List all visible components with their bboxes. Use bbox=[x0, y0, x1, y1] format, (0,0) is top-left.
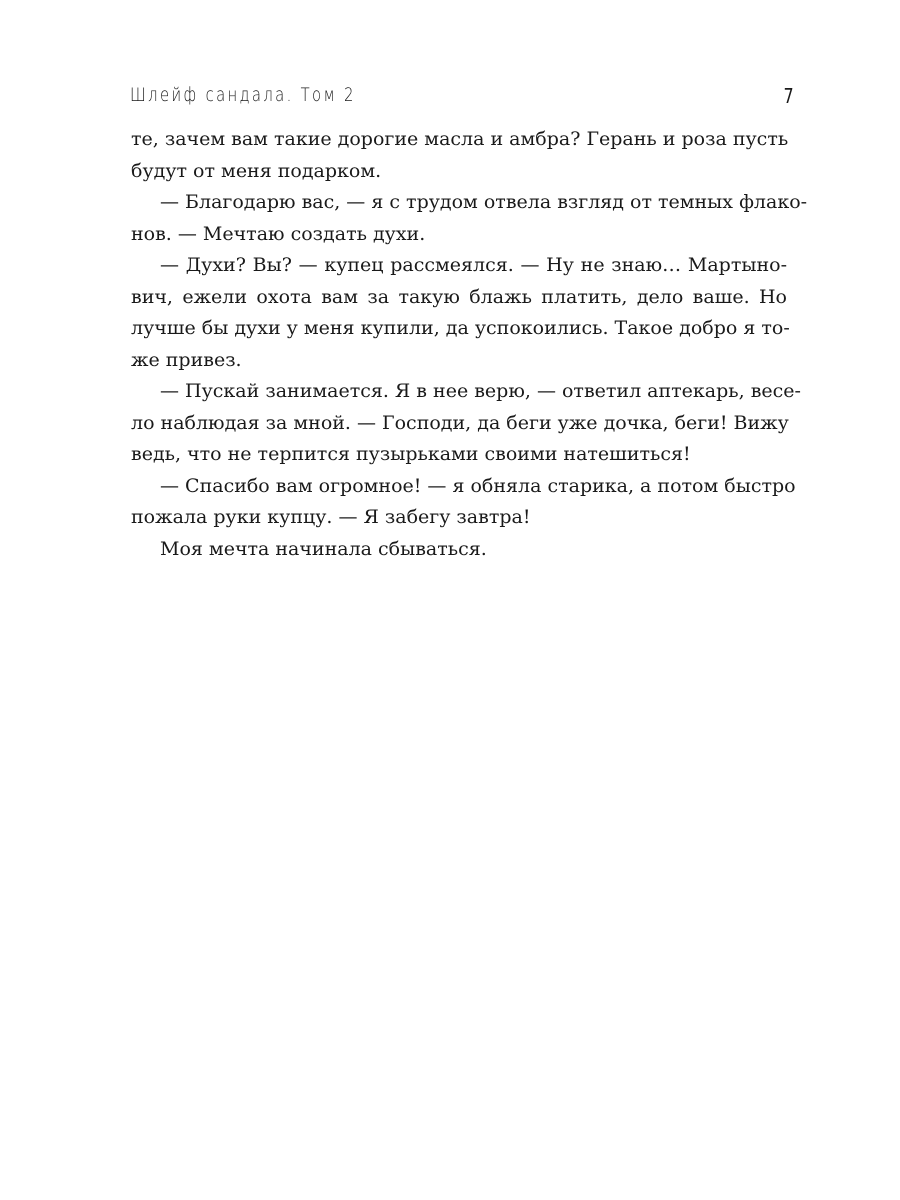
text-line: же привез. bbox=[131, 348, 242, 371]
text-line: ло наблюдая за мной. — Господи, да беги уже дочка, беги! Вижу bbox=[131, 411, 789, 434]
text-line: нов. — Мечтаю создать духи. bbox=[131, 222, 426, 245]
text-line: — Духи? Вы? — купец рассмеялся. — Ну не знаю… Мартыно- bbox=[160, 254, 787, 276]
running-title: Шлейф сандала. Том 2 bbox=[130, 84, 356, 106]
text-line: лучше бы духи у меня купили, да успокоились. Такое добро я то- bbox=[131, 317, 790, 339]
text-line: те, зачем вам такие дорогие масла и амбра? Герань и роза пусть bbox=[131, 128, 789, 150]
page-number: 7 bbox=[783, 84, 794, 108]
text-line: Моя мечта начинала сбываться. bbox=[160, 537, 487, 560]
body-text bbox=[131, 124, 808, 565]
text-line: будут от меня подарком. bbox=[131, 159, 382, 182]
text-line: — Благодарю вас, — я с трудом отвела взгляд от темных флако- bbox=[160, 191, 808, 213]
text-line: пожала руки купцу. — Я забегу завтра! bbox=[131, 506, 531, 528]
text-line: — Спасибо вам огромное! — я обняла старика, а потом быстро bbox=[160, 474, 796, 497]
text-line: — Пускай занимается. Я в нее верю, — ответил аптекарь, весе- bbox=[160, 380, 801, 402]
text-line: ведь, что не терпится пузырьками своими натешиться! bbox=[131, 443, 691, 465]
text-line: вич, ежели охота вам за такую блажь платить, дело ваше. Но bbox=[131, 285, 787, 308]
